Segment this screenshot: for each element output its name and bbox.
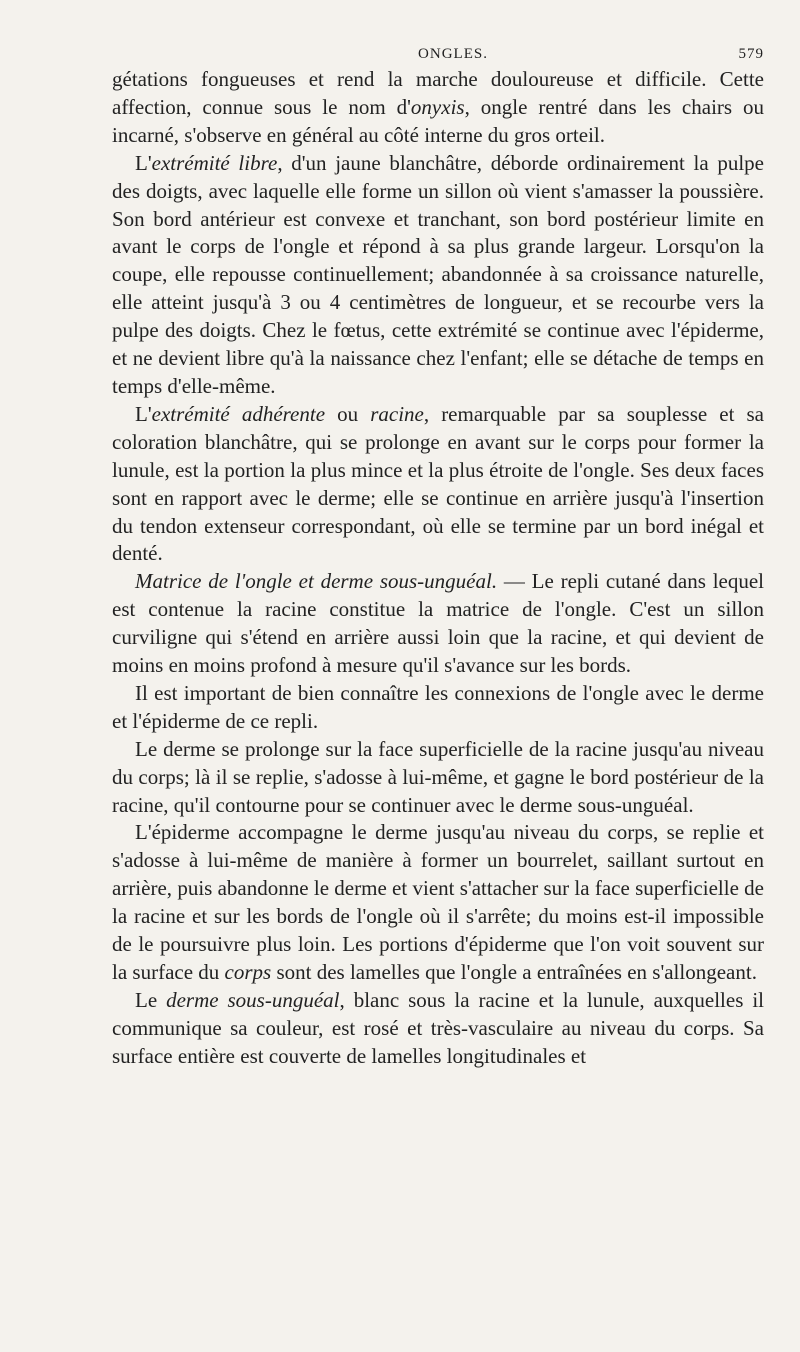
- paragraph: [112, 680, 764, 736]
- paragraph: [112, 736, 764, 820]
- text-run: L': [135, 150, 152, 175]
- text-run: Il est important de bien connaître les connexions de l'ongle avec le derme et l'épiderme de ce repli.: [112, 680, 764, 733]
- text-run: , blanc sous la racine et la lunule, auxquelles il communique sa couleur, est rosé et très-vasculaire au niveau du corps. Sa surface entière est couverte de lamelles longitudinales et: [112, 987, 764, 1068]
- text-run: , ongle rentré dans les chairs ou incarné, s'observe en général au côté interne du gros orteil.: [112, 94, 764, 147]
- running-title: ONGLES.: [418, 46, 488, 62]
- paragraph: [112, 66, 764, 150]
- text-run: gétations fongueuses et rend la marche douloureuse et difficile. Cette affection, connue sous le nom d': [112, 67, 764, 119]
- paragraph: [112, 819, 764, 986]
- italic-text: Matrice de l'ongle et derme sous-unguéal.: [135, 569, 498, 594]
- text-run: , d'un jaune blanchâtre, déborde ordinairement la pulpe des doigts, avec laquelle elle forme un sillon où vient s'amasser la poussière. Son bord antérieur est convexe et tranchant, son bord postérieur limite en avant le corps de l'ongle et répond à sa plus grande largeur. Lorsqu'on la coupe, elle repousse continuellement; abandonnée à sa croissance naturelle, elle atteint jusqu'à 3 ou 4 centimètres de longueur, et se recourbe vers la pulpe des doigts. Chez le fœtus, cette extrémité se continue avec l'épiderme, et ne devient libre qu'à la naissance chez l'enfant; elle se détache de temps en temps d'elle-même.: [112, 150, 764, 398]
- page-number: 579: [738, 46, 764, 62]
- paragraph: [112, 987, 764, 1071]
- paragraph: [112, 401, 764, 568]
- text-run: L'épiderme accompagne le derme jusqu'au niveau du corps, se replie et s'adosse à lui-même de manière à former un bourrelet, saillant surtout en arrière, puis abandonne le derme et vient s'attacher sur la face superficielle de la racine et sur les bords de l'ongle où il s'arrête; du moins est-il impossible de le poursuivre plus loin. Les portions d'épiderme que l'on voit souvent sur la surface du: [112, 820, 764, 984]
- italic-text: extrémité libre: [151, 150, 278, 175]
- text-run: L': [135, 401, 152, 426]
- paragraph: [112, 150, 764, 401]
- body-text: [112, 66, 764, 1071]
- paragraph: [112, 568, 764, 680]
- text-run: ou: [325, 401, 371, 426]
- italic-text: extrémité adhérente: [151, 401, 326, 426]
- italic-text: derme sous-unguéal: [166, 987, 340, 1012]
- italic-text: onyxis: [410, 94, 465, 119]
- text-run: , remarquable par sa souplesse et sa coloration blanchâtre, qui se prolonge en avant sur le corps pour former la lunule, est la portion la plus mince et la plus étroite de l'ongle. Ses deux faces sont en rapport avec le derme; elle se continue en arrière jusqu'à l'insertion du tendon extenseur correspondant, où elle se termine par un bord inégal et denté.: [112, 401, 764, 566]
- text-run: Le: [135, 987, 167, 1012]
- text-run: sont des lamelles que l'ongle a entraînées en s'allongeant.: [271, 960, 757, 984]
- text-run: Le derme se prolonge sur la face superficielle de la racine jusqu'au niveau du corps; là il se replie, s'adosse à lui-même, et gagne le bord postérieur de la racine, qu'il contourne pour se continuer avec le derme sous-unguéal.: [112, 736, 764, 817]
- italic-text: corps: [224, 960, 272, 984]
- italic-text: racine: [370, 401, 424, 426]
- text-run: — Le repli cutané dans lequel est contenue la racine constitue la matrice de l'ongle. C'est un sillon curviligne qui s'étend en arrière aussi loin que la racine, et qui devient de moins en moins profond à mesure qu'il s'avance sur les bords.: [112, 569, 765, 678]
